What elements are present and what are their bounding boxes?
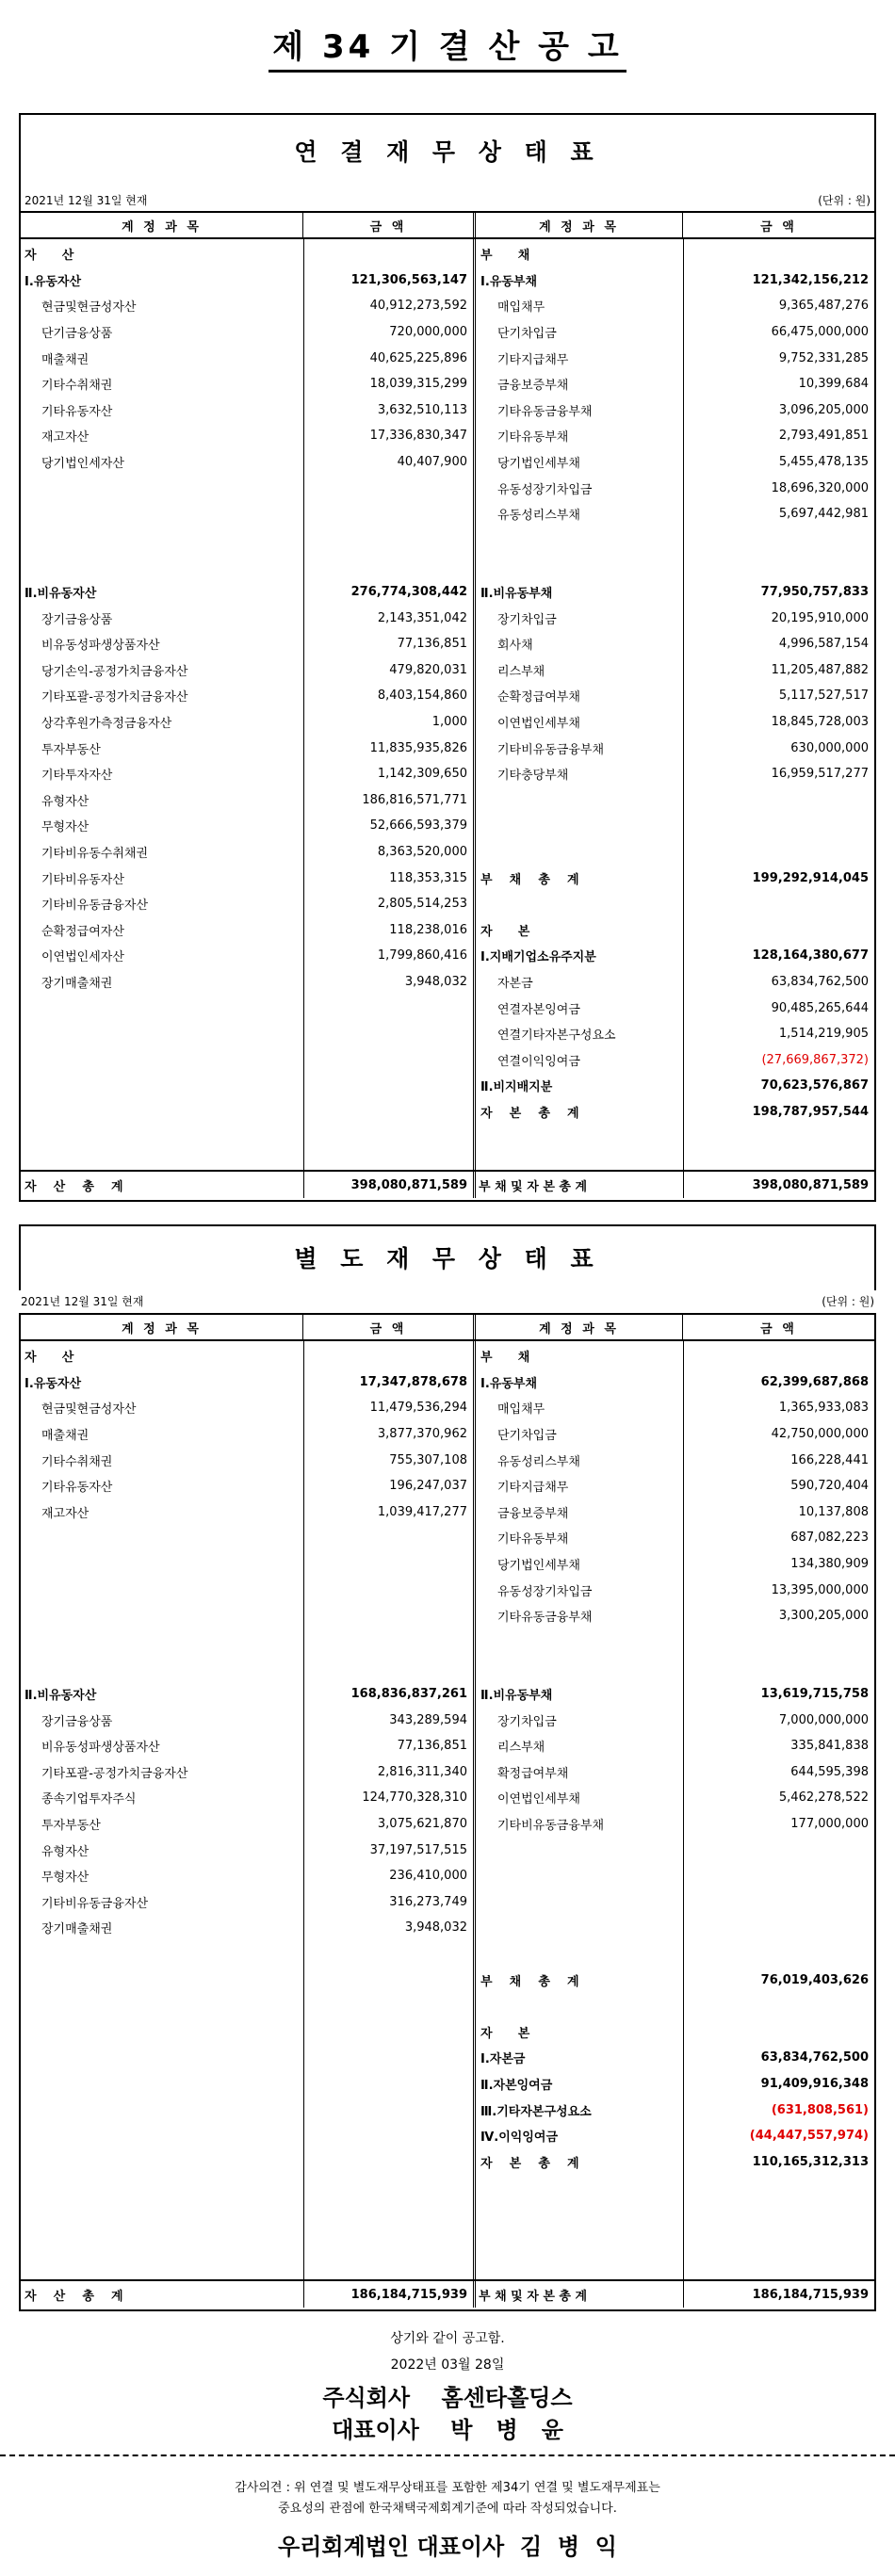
account-label: 확정급여부채 (497, 1766, 569, 1781)
account-amount: 8,363,520,000 (377, 845, 467, 860)
account-label: 투자부동산 (41, 1819, 101, 1834)
account-amount: 1,365,933,083 (778, 1401, 869, 1416)
account-label: 비유동성파생상품자산 (41, 639, 160, 654)
account-amount: 77,950,757,833 (760, 585, 869, 600)
column-divider (473, 1341, 476, 2308)
account-label: 무형자산 (41, 1871, 90, 1886)
account-amount: 720,000,000 (389, 325, 467, 340)
account-amount: 18,845,728,003 (771, 715, 869, 730)
account-label: 유형자산 (41, 1844, 90, 1859)
account-label: 단기금융상품 (41, 327, 113, 342)
account-amount: 66,475,000,000 (771, 325, 869, 340)
account-amount: 52,666,593,379 (369, 818, 467, 834)
total-liabilities-equity-amount: 398,080,871,589 (752, 1177, 869, 1192)
account-label: 이연법인세부채 (497, 717, 580, 732)
account-label: Ⅲ.기타자본구성요소 (480, 2104, 592, 2119)
account-label: Ⅱ.비지배지분 (480, 1080, 553, 1095)
column-header: 금 액 (760, 219, 797, 235)
account-amount: 1,039,417,277 (377, 1504, 467, 1519)
account-amount: 90,485,265,644 (771, 1000, 869, 1015)
account-amount: 2,805,514,253 (377, 897, 467, 912)
consolidated-unit: (단위 : 원) (818, 194, 871, 207)
account-amount: (44,447,557,974) (749, 2129, 869, 2144)
ceo-name: 대표이사 박 병 윤 (332, 2417, 563, 2443)
audit-opinion-line1: 감사의견 : 위 연결 및 별도재무상태표를 포함한 제34기 연결 및 별도재무제표는 (235, 2481, 660, 2495)
account-label: 기타유동부채 (497, 1532, 569, 1547)
account-amount: 166,228,441 (790, 1452, 869, 1467)
column-header: 계 정 과 목 (21, 213, 303, 237)
account-amount: 77,136,851 (397, 637, 467, 652)
total-assets-amount: 186,184,715,939 (350, 2287, 467, 2302)
account-amount: 3,948,032 (404, 975, 467, 990)
account-label: 유동성장기차입금 (497, 1584, 593, 1599)
account-label: 순확정급여부채 (497, 690, 580, 705)
column-divider (473, 239, 476, 1198)
account-label: Ⅰ.유동자산 (24, 274, 82, 289)
account-label: 부 채 총 계 (480, 1974, 579, 1989)
column-header: 계 정 과 목 (476, 1315, 683, 1339)
account-amount: 479,820,031 (389, 662, 467, 677)
separate-date-line (19, 1290, 876, 1313)
account-label: Ⅰ.유동자산 (24, 1376, 82, 1391)
account-label: 자 본 (480, 924, 530, 939)
account-label: 부 채 총 계 (480, 872, 579, 887)
account-amount: 1,000 (431, 715, 467, 730)
account-amount: 42,750,000,000 (771, 1427, 869, 1442)
account-amount: 7,000,000,000 (778, 1712, 869, 1727)
account-amount: (631,808,561) (771, 2102, 869, 2117)
account-label: 금융보증부채 (497, 379, 569, 394)
account-amount: 4,996,587,154 (778, 637, 869, 652)
account-label: 이연법인세부채 (497, 1792, 580, 1807)
account-amount: 2,143,351,042 (377, 610, 467, 625)
auditor-name: 우리회계법인 대표이사 김 병 익 (278, 2534, 617, 2560)
account-label: 매출채권 (41, 352, 90, 367)
account-label: Ⅰ.자본금 (480, 2052, 526, 2067)
notice-date: 2022년 03월 28일 (390, 2357, 505, 2373)
total-assets-label: 자 산 총 계 (24, 2289, 123, 2304)
account-label: Ⅱ.비유동자산 (24, 587, 97, 602)
account-label: 기타유동금융부채 (497, 404, 593, 419)
account-label: 매입채무 (497, 1402, 545, 1418)
column-header: 계 정 과 목 (476, 213, 683, 237)
account-label: 자 본 총 계 (480, 1107, 579, 1122)
table-header (21, 1315, 874, 1341)
account-amount: 276,774,308,442 (350, 585, 467, 600)
account-label: 현금및현금성자산 (41, 300, 137, 316)
account-amount: 40,625,225,896 (369, 350, 467, 365)
account-label: 유동성리스부채 (497, 509, 580, 524)
account-label: Ⅱ.비유동부채 (480, 587, 553, 602)
account-amount: 63,834,762,500 (760, 2050, 869, 2066)
account-amount: 196,247,037 (389, 1479, 467, 1494)
divider (0, 2454, 895, 2456)
account-label: 장기차입금 (497, 612, 557, 627)
account-amount: 77,136,851 (397, 1739, 467, 1754)
account-amount: 1,142,309,650 (377, 767, 467, 782)
account-label: 장기매출채권 (41, 977, 113, 992)
account-amount: 10,399,684 (798, 377, 869, 392)
account-label: 순확정급여자산 (41, 924, 124, 939)
account-amount: 630,000,000 (790, 740, 869, 755)
account-amount: 343,289,594 (389, 1712, 467, 1727)
account-label: Ⅱ.비유동자산 (24, 1689, 97, 1704)
account-label: 기타유동자산 (41, 404, 113, 419)
account-label: 기타비유동금융자산 (41, 899, 149, 914)
account-label: 기타유동부채 (497, 430, 569, 446)
account-label: 재고자산 (41, 1506, 90, 1521)
total-assets-amount: 398,080,871,589 (350, 1177, 467, 1192)
account-amount: 5,697,442,981 (778, 507, 869, 522)
account-amount: 124,770,328,310 (362, 1790, 467, 1806)
account-amount: 121,342,156,212 (752, 272, 869, 287)
account-label: 부 채 (480, 1351, 530, 1366)
consolidated-table (19, 211, 876, 1202)
notice-text: 상기와 같이 공고함. (390, 2331, 505, 2346)
account-amount: 755,307,108 (389, 1452, 467, 1467)
account-label: Ⅰ.유동부채 (480, 274, 538, 289)
account-label: 당기법인세부채 (497, 1559, 580, 1574)
account-label: 자 산 (24, 249, 74, 264)
account-amount: 18,696,320,000 (771, 480, 869, 495)
account-amount: 316,273,749 (389, 1894, 467, 1909)
account-amount: 335,841,838 (790, 1739, 869, 1754)
account-amount: 118,238,016 (389, 922, 467, 937)
account-amount: 11,205,487,882 (771, 662, 869, 677)
account-label: 당기손익-공정가치금융자산 (41, 664, 188, 679)
account-amount: 687,082,223 (790, 1531, 869, 1546)
account-amount: 8,403,154,860 (377, 689, 467, 704)
account-amount: 2,816,311,340 (377, 1764, 467, 1779)
table-body (21, 239, 874, 1198)
account-label: 자본금 (497, 977, 533, 992)
separate-date: 2021년 12월 31일 현재 (21, 1295, 144, 1308)
account-amount: 62,399,687,868 (760, 1374, 869, 1389)
account-label: 재고자산 (41, 430, 90, 446)
account-label: Ⅱ.비유동부채 (480, 1689, 553, 1704)
account-amount: 5,455,478,135 (778, 455, 869, 470)
account-amount: 177,000,000 (790, 1817, 869, 1832)
account-amount: 3,948,032 (404, 1920, 467, 1936)
account-amount: 37,197,517,515 (369, 1842, 467, 1857)
account-label: 금융보증부채 (497, 1506, 569, 1521)
total-assets-label: 자 산 총 계 (24, 1179, 123, 1194)
account-label: 기타비유동금융부채 (497, 1819, 605, 1834)
account-label: Ⅰ.유동부채 (480, 1376, 538, 1391)
account-amount: 63,834,762,500 (771, 975, 869, 990)
account-amount: 70,623,576,867 (760, 1078, 869, 1094)
column-header: 금 액 (303, 1315, 476, 1339)
account-label: 연결이익잉여금 (497, 1054, 580, 1069)
account-amount: 590,720,404 (790, 1479, 869, 1494)
account-amount: 16,959,517,277 (771, 767, 869, 782)
account-label: 리스부채 (497, 664, 545, 679)
account-label: 회사채 (497, 639, 533, 654)
account-label: 장기금융상품 (41, 1714, 113, 1729)
column-header: 금 액 (760, 1321, 797, 1337)
account-amount: 13,395,000,000 (771, 1582, 869, 1597)
account-label: 연결자본잉여금 (497, 1002, 580, 1017)
total-liabilities-equity-amount: 186,184,715,939 (752, 2287, 869, 2302)
account-label: 유형자산 (41, 794, 90, 809)
account-amount: 121,306,563,147 (350, 272, 467, 287)
account-amount: 76,019,403,626 (760, 1972, 869, 1987)
separate-heading-box (19, 1224, 876, 1290)
account-amount: 13,619,715,758 (760, 1687, 869, 1702)
consolidated-date: 2021년 12월 31일 현재 (24, 194, 148, 207)
account-amount: 10,137,808 (798, 1504, 869, 1519)
consolidated-heading: 연 결 재 무 상 태 표 (294, 138, 601, 166)
column-header: 계 정 과 목 (21, 1315, 303, 1339)
table-header (21, 213, 874, 239)
account-amount: 11,479,536,294 (369, 1401, 467, 1416)
account-amount: 5,462,278,522 (778, 1790, 869, 1806)
column-header: 금 액 (303, 213, 476, 237)
account-label: 장기차입금 (497, 1714, 557, 1729)
account-label: 기타수취채권 (41, 1454, 113, 1469)
account-amount: 20,195,910,000 (771, 610, 869, 625)
account-amount: 198,787,957,544 (752, 1105, 869, 1120)
account-amount: 11,835,935,826 (369, 740, 467, 755)
account-amount: 5,117,527,517 (778, 689, 869, 704)
separate-heading: 별 도 재 무 상 태 표 (294, 1245, 601, 1272)
account-label: 현금및현금성자산 (41, 1402, 137, 1418)
account-label: 기타투자자산 (41, 769, 113, 784)
account-label: Ⅰ.지배기업소유주지분 (480, 950, 596, 965)
account-amount: 40,407,900 (397, 455, 467, 470)
account-amount: 199,292,914,045 (752, 870, 869, 885)
total-liabilities-equity-label: 부 채 및 자 본 총 계 (479, 2289, 588, 2304)
account-amount: 18,039,315,299 (369, 377, 467, 392)
account-label: 상각후원가측정금융자산 (41, 717, 172, 732)
account-amount: 118,353,315 (389, 870, 467, 885)
notice-title: 제 34 기 결 산 공 고 (0, 21, 895, 67)
account-label: 매입채무 (497, 300, 545, 316)
consolidated-date-line (19, 190, 876, 211)
account-label: 기타충당부채 (497, 769, 569, 784)
account-amount: 17,336,830,347 (369, 429, 467, 444)
account-amount: 110,165,312,313 (752, 2154, 869, 2169)
account-amount: 40,912,273,592 (369, 299, 467, 314)
account-label: Ⅱ.자본잉여금 (480, 2079, 553, 2094)
account-label: 당기법인세부채 (497, 457, 580, 472)
account-label: 기타포괄-공정가치금융자산 (41, 1766, 188, 1781)
account-amount: 9,752,331,285 (778, 350, 869, 365)
account-amount: 2,793,491,851 (778, 429, 869, 444)
account-label: 자 본 (480, 2026, 530, 2041)
account-label: 단기차입금 (497, 327, 557, 342)
account-label: 종속기업투자주식 (41, 1792, 137, 1807)
account-label: 기타비유동금융부채 (497, 742, 605, 757)
account-amount: 3,075,621,870 (377, 1817, 467, 1832)
account-label: 리스부채 (497, 1741, 545, 1756)
account-label: 유동성장기차입금 (497, 482, 593, 497)
account-label: 당기법인세자산 (41, 457, 124, 472)
account-label: 기타지급채무 (497, 1481, 569, 1496)
account-label: 기타유동금융부채 (497, 1611, 593, 1626)
account-label: 부 채 (480, 249, 530, 264)
account-label: 기타지급채무 (497, 352, 569, 367)
account-amount: 134,380,909 (790, 1557, 869, 1572)
account-label: 연결기타자본구성요소 (497, 1029, 616, 1044)
account-amount: (27,669,867,372) (761, 1052, 869, 1067)
account-amount: 3,877,370,962 (377, 1427, 467, 1442)
account-label: 기타비유동금융자산 (41, 1896, 149, 1911)
account-amount: 3,096,205,000 (778, 402, 869, 417)
account-label: 기타수취채권 (41, 379, 113, 394)
account-label: 매출채권 (41, 1429, 90, 1444)
account-label: 기타비유동자산 (41, 872, 124, 887)
account-label: 유동성리스부채 (497, 1454, 580, 1469)
account-amount: 3,632,510,113 (377, 402, 467, 417)
account-amount: 644,595,398 (790, 1764, 869, 1779)
account-label: 기타비유동수취채권 (41, 847, 149, 862)
account-amount: 186,816,571,771 (362, 792, 467, 807)
account-amount: 128,164,380,677 (752, 948, 869, 964)
account-amount: 1,514,219,905 (778, 1027, 869, 1042)
separate-unit: (단위 : 원) (822, 1295, 874, 1308)
account-label: 투자부동산 (41, 742, 101, 757)
account-amount: 91,409,916,348 (760, 2077, 869, 2092)
account-label: 단기차입금 (497, 1429, 557, 1444)
account-label: 자 산 (24, 1351, 74, 1366)
account-label: 기타유동자산 (41, 1481, 113, 1496)
account-label: 장기금융상품 (41, 612, 113, 627)
audit-opinion-line2: 중요성의 관점에 한국채택국제회계기준에 따라 작성되었습니다. (278, 2502, 617, 2516)
account-amount: 236,410,000 (389, 1869, 467, 1884)
account-label: Ⅳ.이익잉여금 (480, 2130, 559, 2146)
separate-table (19, 1313, 876, 2311)
account-amount: 3,300,205,000 (778, 1609, 869, 1624)
table-body (21, 1341, 874, 2308)
account-amount: 17,347,878,678 (359, 1374, 467, 1389)
account-label: 이연법인세자산 (41, 950, 124, 965)
account-amount: 168,836,837,261 (350, 1687, 467, 1702)
account-label: 기타포괄-공정가치금융자산 (41, 690, 188, 705)
account-label: 무형자산 (41, 820, 90, 835)
account-amount: 9,365,487,276 (778, 299, 869, 314)
account-label: 장기매출채권 (41, 1922, 113, 1937)
company-name: 주식회사 홈센타홀딩스 (322, 2385, 573, 2411)
total-liabilities-equity-label: 부 채 및 자 본 총 계 (479, 1179, 588, 1194)
account-label: 비유동성파생상품자산 (41, 1741, 160, 1756)
account-amount: 1,799,860,416 (377, 948, 467, 964)
account-label: 자 본 총 계 (480, 2156, 579, 2171)
consolidated-heading-box (19, 113, 876, 190)
